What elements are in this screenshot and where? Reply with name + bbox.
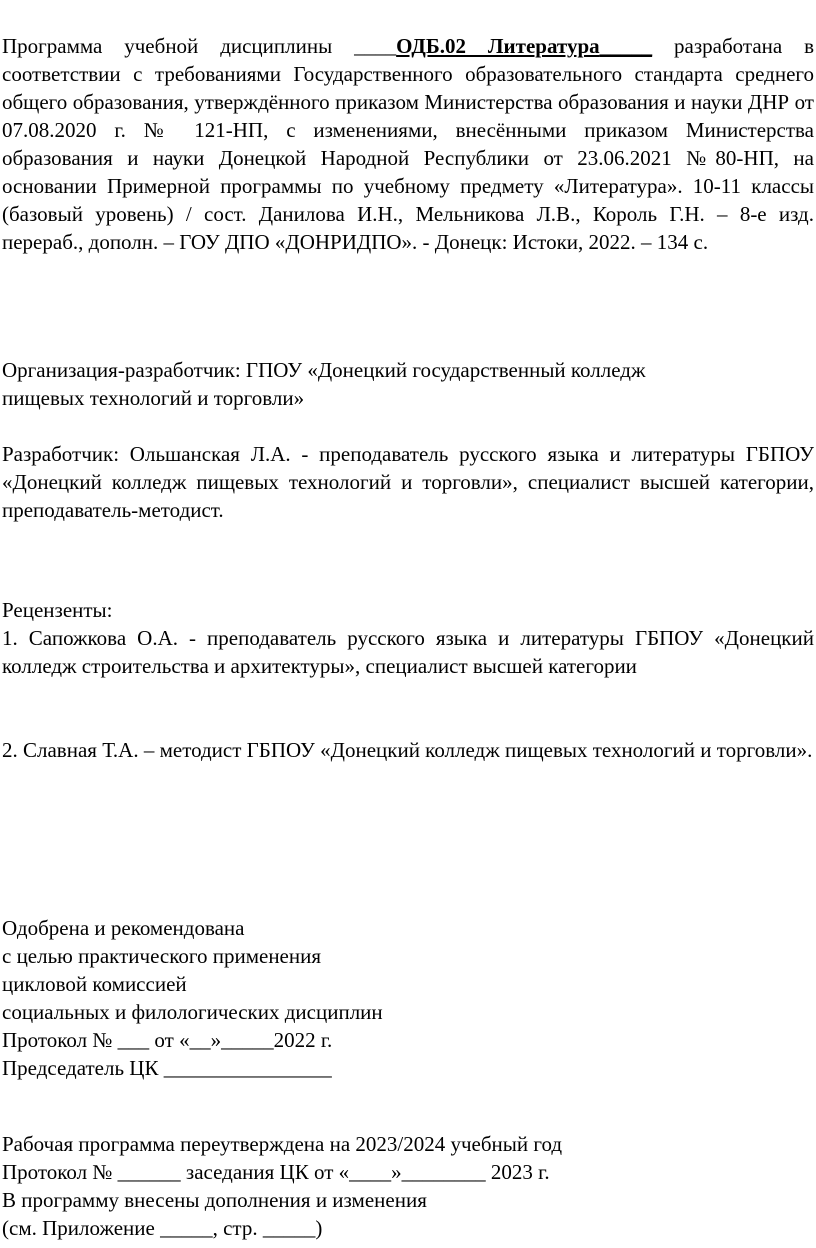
reviewer-item-2: 2. Славная Т.А. – методист ГБПОУ «Донецкий колледж пищевых технологий и торговли». [2, 738, 813, 762]
organization-paragraph [2, 356, 814, 412]
appendix-line: (см. Приложение _____, стр. _____) [2, 1216, 323, 1240]
reviewers-section [2, 596, 814, 680]
organization-line-2: пищевых технологий и торговли» [2, 386, 305, 410]
chairman-line: Председатель ЦК ________________ [2, 1056, 332, 1080]
reapproval-protocol-line: Протокол № ______ заседания ЦК от «____»________ 2023 г. [2, 1160, 550, 1184]
reviewers-heading: Рецензенты: [2, 598, 113, 622]
organization-line-1: Организация-разработчик: ГПОУ «Донецкий государственный колледж [2, 358, 646, 382]
approval-line: цикловой комиссией [2, 972, 187, 996]
discipline-name: ОДБ.02 Литература [396, 34, 600, 58]
developer-paragraph: Разработчик: Ольшанская Л.А. - преподаватель русского языка и литературы ГБПОУ «Донецкий колледж пищевых технологий и торговли», специалист высшей категории, преподаватель-методист. [2, 442, 814, 522]
reviewer-item-1: 1. Сапожкова О.А. - преподаватель русского языка и литературы ГБПОУ «Донецкий колледж строительства и архитектуры», специалист высшей категории [2, 626, 814, 678]
approval-section [2, 914, 814, 1082]
intro-paragraph [2, 32, 814, 256]
protocol-line: Протокол № ___ от «__»_____2022 г. [2, 1028, 333, 1052]
intro-blank-after: _____ [599, 34, 653, 58]
reapproval-line: Рабочая программа переутверждена на 2023/2024 учебный год [2, 1132, 563, 1156]
approval-line: с целью практического применения [2, 944, 322, 968]
reapproval-line: В программу внесены дополнения и изменения [2, 1188, 427, 1212]
intro-blank-before: ____ [354, 34, 397, 58]
approval-line: социальных и филологических дисциплин [2, 1000, 383, 1024]
intro-text: разработана в соответствии с требованиями Государственного образовательного стандарта среднего общего образования, утверждённого приказом Министерства образования и науки ДНР от 07.08.2020 г. № 121-НП, с изменениями, внесёнными приказом Министерства образования и науки Донецкой Народной Республики от 23.06.2021 №80-НП, на основании Примерной программы по учебному предмету «Литература». 10-11 классы (базовый уровень) / сост. Данилова И.Н., Мельникова Л.В., Король Г.Н. – 8-е изд. перераб., дополн. – ГОУ ДПО «ДОНРИДПО». - Донецк: Истоки, 2022. – 134 с. [2, 34, 815, 254]
approval-line: Одобрена и рекомендована [2, 916, 245, 940]
reapproval-section [2, 1130, 814, 1242]
intro-lead: Программа учебной дисциплины [2, 34, 333, 58]
